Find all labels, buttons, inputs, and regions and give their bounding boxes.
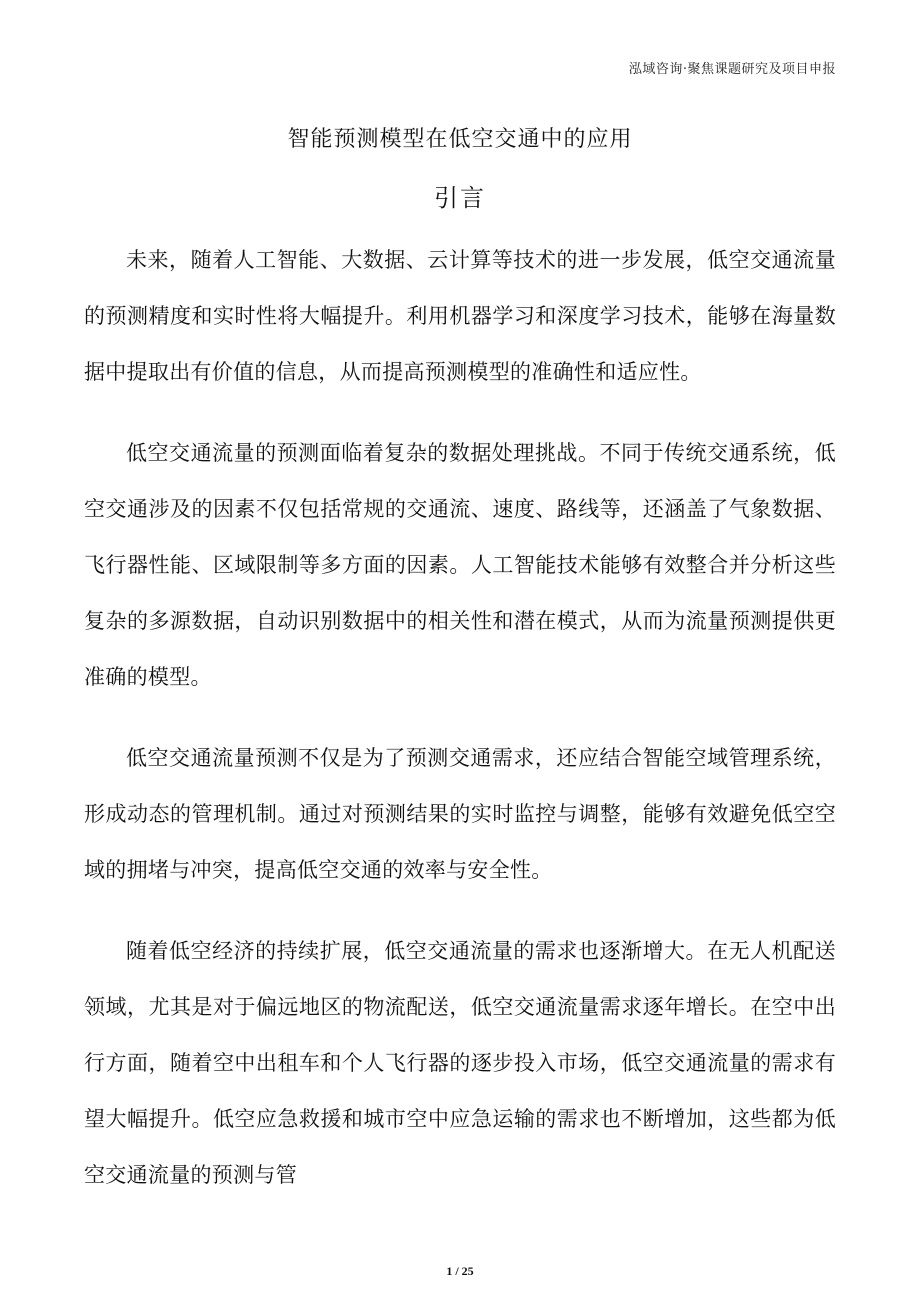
paragraph-3: 低空交通流量预测不仅是为了预测交通需求，还应结合智能空域管理系统，形成动态的管理机制。通过对预测结果的实时监控与调整，能够有效避免低空空域的拥堵与冲突，提高低空交通的效率与安全性。 — [84, 746, 836, 882]
page-number: 1 / 25 — [446, 1264, 474, 1278]
header-note: 泓域咨询·聚焦课题研究及项目申报 — [628, 62, 836, 77]
document-body — [84, 232, 836, 1228]
section-heading: 引言 — [434, 184, 486, 212]
paragraph-4: 随着低空经济的持续扩展，低空交通流量的需求也逐渐增大。在无人机配送领域，尤其是对于偏远地区的物流配送，低空交通流量需求逐年增长。在空中出行方面，随着空中出租车和个人飞行器的逐步投入市场，低空交通流量的需求有望大幅提升。低空应急救援和城市空中应急运输的需求也不断增加，这些都为低空交通流量的预测与管 — [84, 939, 836, 1187]
document-title: 智能预测模型在低空交通中的应用 — [287, 127, 633, 152]
paragraph-1: 未来，随着人工智能、大数据、云计算等技术的进一步发展，低空交通流量的预测精度和实时性将大幅提升。利用机器学习和深度学习技术，能够在海量数据中提取出有价值的信息，从而提高预测模型的准确性和适应性。 — [84, 248, 836, 384]
paragraph-2: 低空交通流量的预测面临着复杂的数据处理挑战。不同于传统交通系统，低空交通涉及的因素不仅包括常规的交通流、速度、路线等，还涵盖了气象数据、飞行器性能、区域限制等多方面的因素。人工智能技术能够有效整合并分析这些复杂的多源数据，自动识别数据中的相关性和潜在模式，从而为流量预测提供更准确的模型。 — [84, 441, 836, 689]
